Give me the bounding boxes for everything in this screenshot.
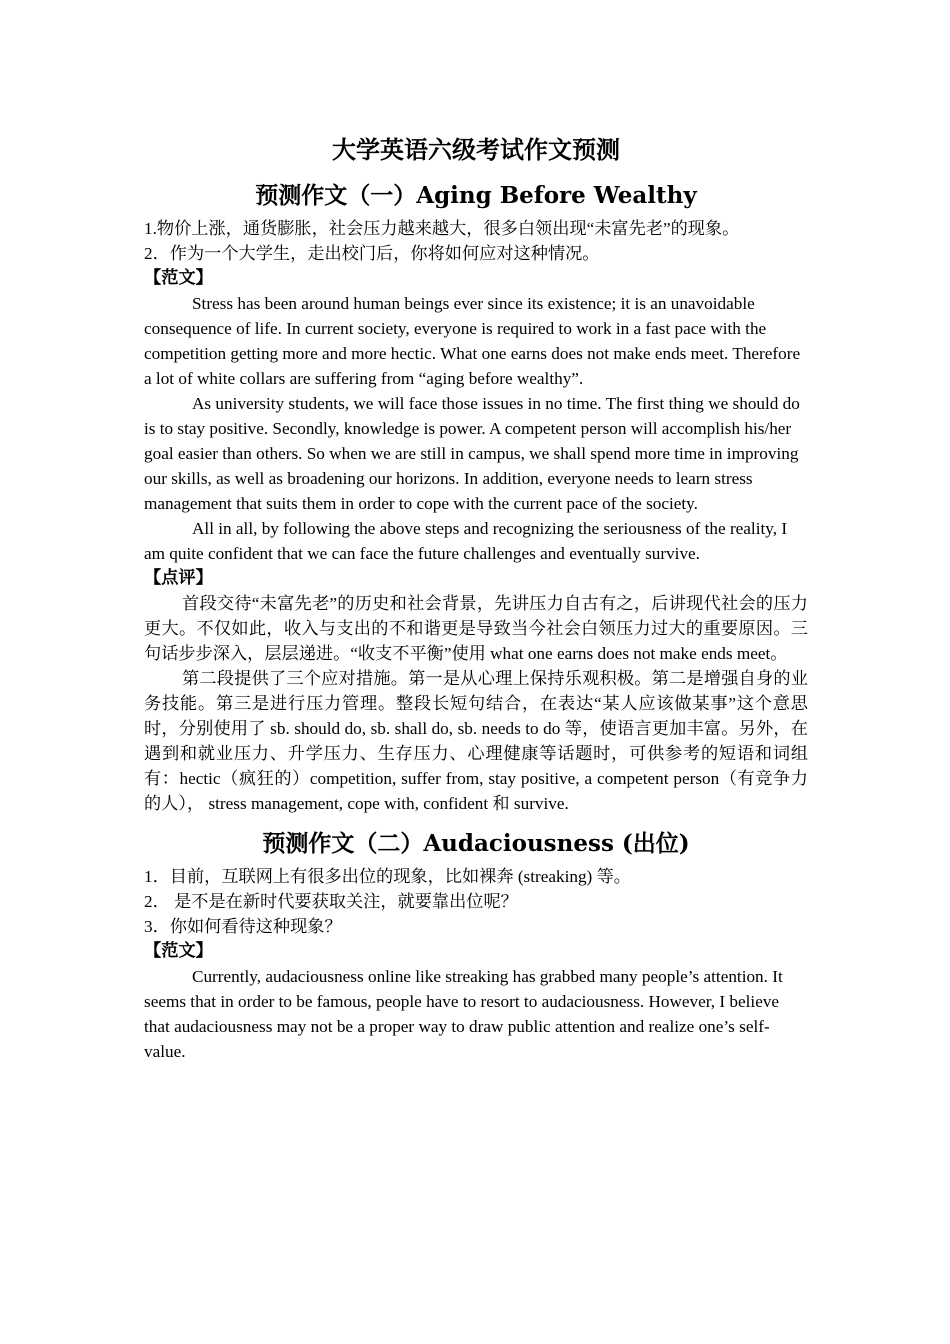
sample-essay-label: 【范文】 — [144, 268, 213, 288]
essay-1-heading: 预测作文（一）Aging Before Wealthy — [255, 182, 697, 209]
essay-2-paragraph: Currently, audaciousness online like streaking has grabbed many people’s attention. It seems that in order to be famous, people have to resort to audaciousness. However, I believe that audaciousness may not be a proper way to draw public attention and realize one’s self-value. — [144, 967, 783, 1061]
document-page — [144, 128, 808, 1064]
document-title: 大学英语六级考试作文预测 — [332, 135, 620, 164]
essay-1 — [144, 176, 808, 816]
essay-2-heading: 预测作文（二）Audaciousness (出位) — [262, 830, 690, 857]
essay-2-prompt: 3．你如何看待这种现象？ — [144, 917, 342, 936]
essay-1-prompt: 2．作为一个大学生，走出校门后，你将如何应对这种情况。 — [144, 244, 600, 263]
comment-paragraph: 首段交待“未富先老”的历史和社会背景，先讲压力自古有之，后讲现代社会的压力更大。不仅如此，收入与支出的不和谐更是导致当今社会白领压力过大的重要原因。三句话步步深入，层层递进。“收支不平衡”使用 what one earns does not make ends meet。 — [144, 594, 808, 663]
essay-1-prompt: 1.物价上涨，通货膨胀，社会压力越来越大，很多白领出现“未富先老”的现象。 — [144, 219, 740, 238]
essay-2-prompt: 2． 是不是在新时代要获取关注，就要靠出位呢？ — [144, 892, 518, 911]
sample-essay-label: 【范文】 — [144, 941, 213, 961]
essay-2-prompt: 1．目前，互联网上有很多出位的现象，比如裸奔 (streaking) 等。 — [144, 867, 631, 886]
comment-paragraph: 第二段提供了三个应对措施。第一是从心理上保持乐观积极。第二是增强自身的业务技能。第三是进行压力管理。整段长短句结合，在表达“某人应该做某事”这个意思时，分别使用了 sb. should do, sb. shall do, sb. needs to do 等，使语言更加丰富。另外，在遇到和就业压力、升学压力、生存压力、心理健康等话题时，可供参考的短语和词组有：hectic（疯狂的）competition, suffer from, stay positive, a competent person（有竞争力的人）， stress management, cope with, confident 和 survive. — [144, 669, 808, 813]
essay-1-paragraph: As university students, we will face those issues in no time. The first thing we should do is to stay positive. Secondly, knowledge is power. A competent person will accomplish his/her goal easier than others. So when we are still in campus, we shall spend more time in improving our skills, as well as broadening our horizons. In addition, everyone needs to learn stress management that suits them in order to cope with the current pace of the society. — [144, 394, 800, 513]
essay-2 — [144, 824, 808, 1064]
essay-1-paragraph: Stress has been around human beings ever since its existence; it is an unavoidable consequence of life. In current society, everyone is required to work in a fast pace with the competition getting more and more hectic. What one earns does not make ends meet. Therefore a lot of white collars are suffering from “aging before wealthy”. — [144, 294, 801, 388]
comment-label: 【点评】 — [144, 568, 213, 588]
essay-1-paragraph: All in all, by following the above steps and recognizing the seriousness of the reality, I am quite confident that we can face the future challenges and eventually survive. — [144, 519, 788, 563]
